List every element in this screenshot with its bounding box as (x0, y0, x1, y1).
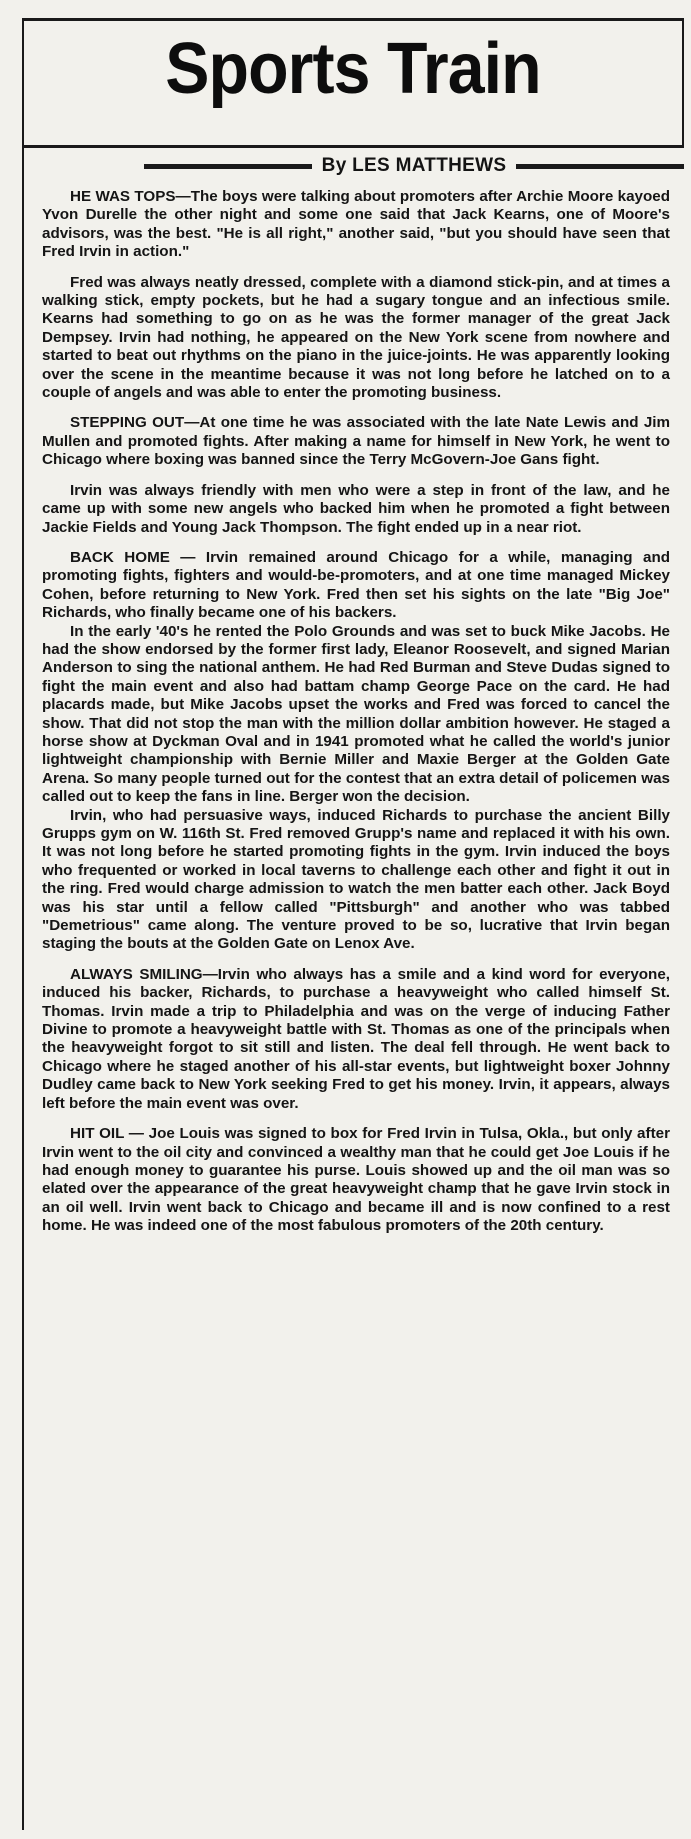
section-kicker: STEPPING OUT (70, 414, 185, 432)
article-paragraph (42, 549, 670, 623)
article-paragraph (42, 482, 670, 537)
section-kicker: ALWAYS SMILING (70, 965, 203, 983)
byline: By LES MATTHEWS (321, 155, 507, 176)
article-paragraph (42, 623, 670, 807)
paragraph-text: — Irvin remained around Chicago for a while, managing and promoting fights, fighters and would-be-promoters, and at one time managed Mickey Cohen, before returning to New York. Fred then set his sights on the late "Big Joe" Richards, who finally became one of his backers. (42, 548, 670, 622)
paragraph-text: —The boys were talking about promoters after Archie Moore kayoed Yvon Durelle the other night and some one said that Jack Kearns, one of Moore's advisors, was the best. "He is all right," another said, "but you should have seen that Fred Irvin in action." (42, 188, 670, 261)
article-body (24, 184, 684, 1236)
paragraph-text: In the early '40's he rented the Polo Grounds and was set to buck Mike Jacobs. He had the show endorsed by the former first lady, Eleanor Roosevelt, and signed Marian Anderson to sing the national anthem. He had Red Burman and Steve Dudas signed to fight the main event and also had battam champ George Pace on the card. He had placards made, but Mike Jacobs upset the works and Fred was forced to cancel the show. That did not stop the man with the million dollar ambition however. He staged a horse show at Dyckman Oval and in 1941 promoted what he called the world's junior lightweight championship with Bernie Miller and Maxie Berger at the Golden Gate Arena. So many people turned out for the contest that an extra detail of policemen was called out to keep the fans in line. Berger won the decision. (42, 622, 670, 806)
article-paragraph (42, 1125, 670, 1235)
section-kicker: HE WAS TOPS (70, 188, 176, 205)
article-paragraph (42, 966, 670, 1113)
article-paragraph (42, 274, 670, 403)
paragraph-text: Fred was always neatly dressed, complete with a diamond stick-pin, and at times a walking stick, empty pockets, but he had a sugary tongue and an infectious smile. Kearns had something to go on as he was the former manager of the great Jack Dempsey. Irvin had nothing, he appeared on the New York scene from nowhere and started to beat out rhythms on the piano in the juice-joints. He was apparently looking over the scene in the meantime because it was not long before he latched on to a couple of angels and was able to enter the promoting business. (42, 273, 670, 402)
section-kicker: BACK HOME (70, 548, 170, 566)
byline-rule-right (516, 164, 684, 169)
article-paragraph (42, 807, 670, 954)
paragraph-text: — Joe Louis was signed to box for Fred Irvin in Tulsa, Okla., but only after Irvin went to the oil city and convinced a wealthy man that he could get Joe Louis if he had enough money to guarantee his purse. Louis showed up and the oil man was so elated over the appearance of the great heavyweight champ that he gave Irvin stock in an oil well. Irvin went back to Chicago and became ill and is now confined to a rest home. He was indeed one of the most fabulous promoters of the 20th century. (42, 1125, 670, 1235)
paragraph-text: Irvin was always friendly with men who were a step in front of the law, and he came up with some new angels who backed him when he promoted a fight between Jackie Fields and Young Jack Thompson. The fight ended up in a near riot. (42, 481, 670, 536)
article-paragraph (42, 188, 670, 262)
section-kicker: HIT OIL (70, 1125, 125, 1143)
masthead (24, 18, 684, 148)
byline-row (24, 148, 684, 184)
column-title: Sports Train (165, 29, 541, 109)
byline-rule-left (144, 164, 312, 169)
newspaper-column (22, 18, 684, 1830)
article-paragraph (42, 414, 670, 469)
paragraph-text: Irvin, who had persuasive ways, induced Richards to purchase the ancient Billy Grupps gym on W. 116th St. Fred removed Grupp's name and replaced it with his own. It was not long before he started promoting fights in the gym. Irvin induced the boys who frequented or worked in local taverns to challenge each other and fight it out in the ring. Fred would charge admission to watch the men batter each other. Jack Boyd was his star until a fellow called "Pittsburgh" and another who was tabbed "Demetrious" came along. The venture proved to be so, lucrative that Irvin began staging the bouts at the Golden Gate on Lenox Ave. (42, 806, 670, 953)
paragraph-text: —Irvin who always has a smile and a kind word for everyone, induced his backer, Richards, to purchase a heavyweight who called himself St. Thomas. Irvin made a trip to Philadelphia and was on the verge of inducing Father Divine to promote a heavyweight battle with St. Thomas as one of the principals when the heavyweight forgot to sit still and listen. The deal fell through. He went back to Chicago where he staged another of his all-star events, but lightweight boxer Johnny Dudley came back to New York seeking Fred to get his money. Irvin, it appears, always left before the main event was over. (42, 965, 671, 1112)
paragraph-text: —At one time he was associated with the late Nate Lewis and Jim Mullen and promoted fights. After making a name for himself in New York, he went to Chicago where boxing was banned since the Terry McGovern-Joe Gans fight. (42, 414, 670, 469)
